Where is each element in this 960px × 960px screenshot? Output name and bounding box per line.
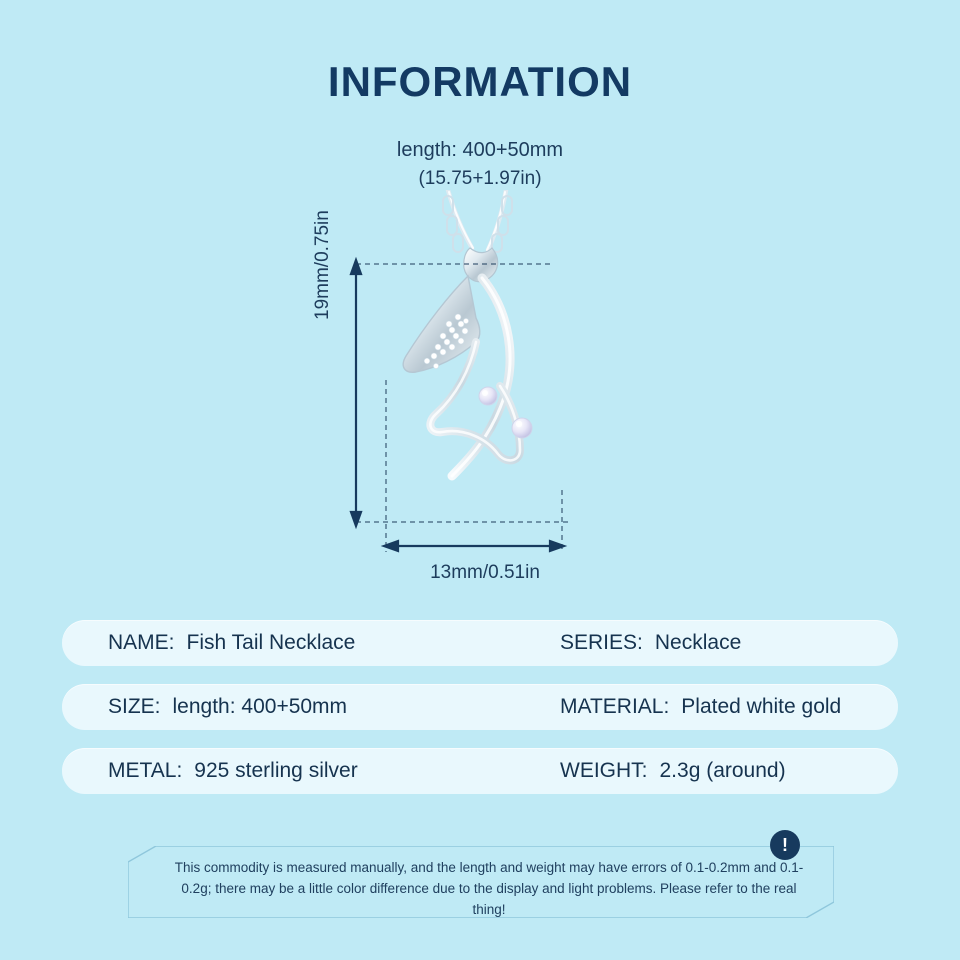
disclaimer-line1: This commodity is measured manually, and the length and weight may have errors of 0.1-0.2mm and 0.1-0.2g; (174, 860, 804, 896)
necklace-illustration (330, 190, 630, 560)
spec-cell-size (62, 684, 552, 730)
exclamation-icon: ! (770, 830, 800, 860)
length-caption-line2: (15.75+1.97in) (418, 168, 542, 189)
spec-table (62, 620, 898, 812)
disclaimer-banner (128, 835, 834, 918)
page-title: INFORMATION (327, 58, 633, 105)
spec-key: WEIGHT: (560, 759, 648, 782)
spec-cell-name (62, 620, 552, 666)
table-row (62, 620, 898, 666)
table-row (62, 748, 898, 794)
spec-value: length: 400+50mm (172, 695, 348, 718)
disclaimer-line2: there may be a little color difference due to the display and light problems. Please refer to the real thing! (215, 880, 797, 917)
spec-cell-material (552, 684, 898, 730)
spec-cell-series (552, 620, 898, 666)
spec-value: 925 sterling silver (194, 759, 358, 782)
width-measurement-label: 13mm/0.51in (430, 562, 540, 583)
disclaimer-text (164, 858, 814, 921)
spec-value: Fish Tail Necklace (186, 631, 356, 654)
spec-value: Plated white gold (681, 695, 842, 718)
length-caption-line1: length: 400+50mm (396, 139, 564, 161)
spec-value: Necklace (654, 631, 742, 654)
product-photo (330, 190, 630, 560)
spec-key: SERIES: (560, 631, 643, 654)
length-caption (0, 136, 960, 193)
spec-cell-metal (62, 748, 552, 794)
spec-value: 2.3g (around) (659, 759, 786, 782)
table-row (62, 684, 898, 730)
spec-key: MATERIAL: (560, 695, 670, 718)
spec-key: NAME: (108, 631, 175, 654)
spec-key: SIZE: (108, 695, 161, 718)
height-measurement-label: 19mm/0.75in (312, 210, 333, 320)
spec-key: METAL: (108, 759, 183, 782)
spec-cell-weight (552, 748, 898, 794)
